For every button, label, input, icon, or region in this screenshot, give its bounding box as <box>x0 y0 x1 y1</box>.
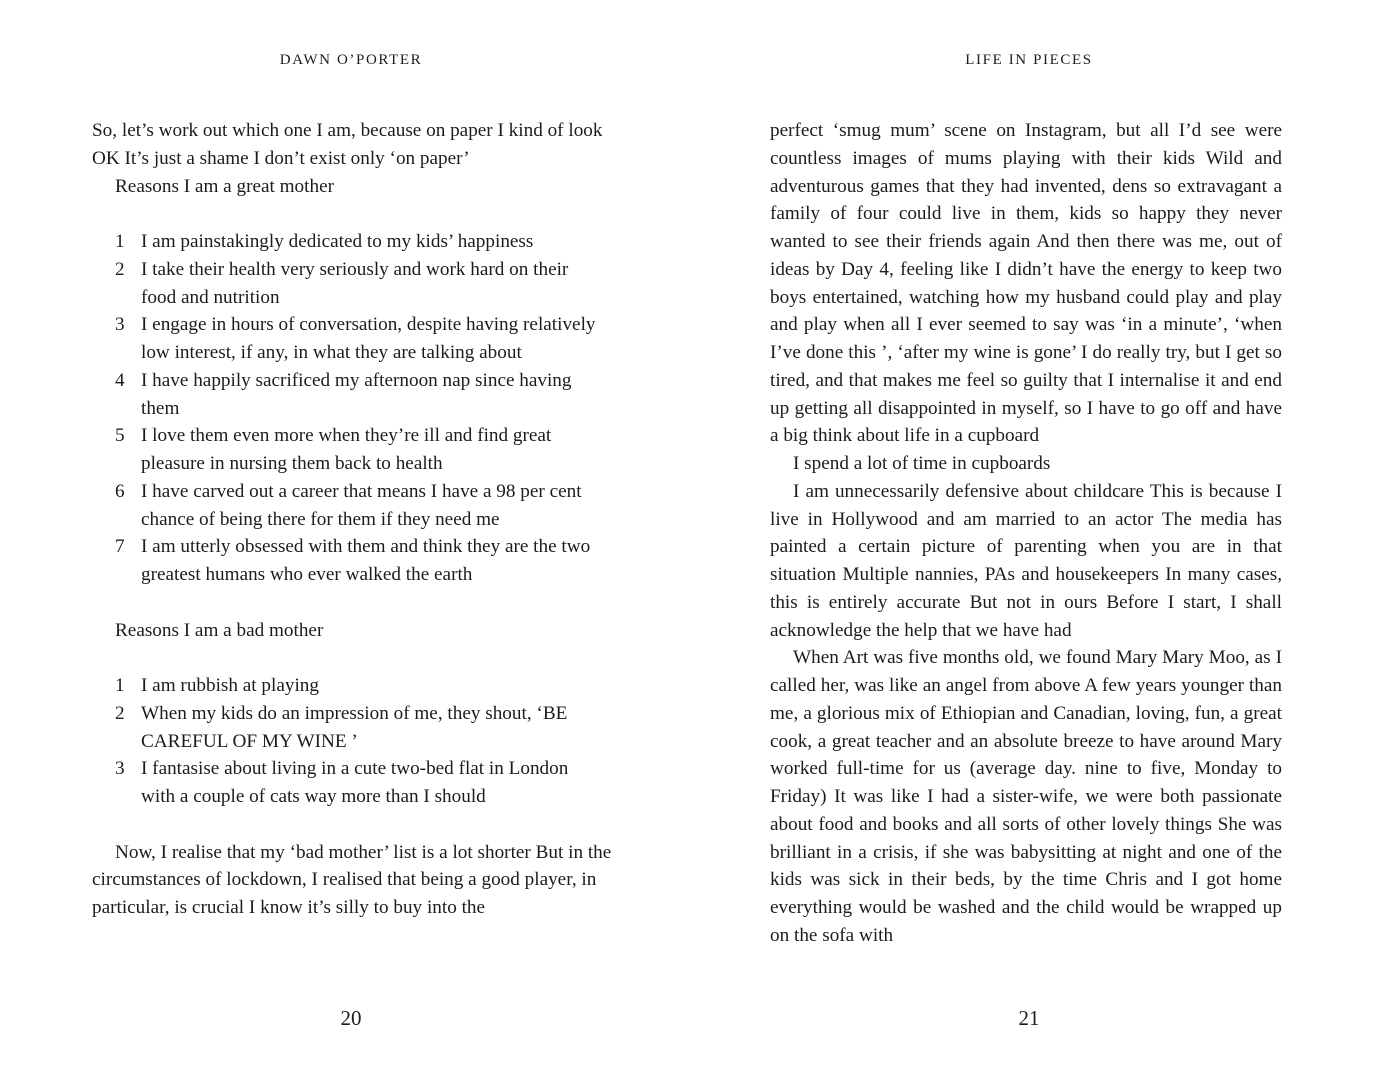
spacer <box>92 200 612 228</box>
spacer <box>92 589 612 617</box>
list-item <box>92 478 612 534</box>
list-number: 7 <box>115 536 125 558</box>
list-number: 3 <box>115 314 125 336</box>
list-item <box>92 700 612 756</box>
spacer <box>92 644 612 672</box>
running-head-author: DAWN O’PORTER <box>279 52 423 68</box>
list-heading-good: Reasons I am a great mother <box>115 175 334 197</box>
list-item <box>92 672 612 700</box>
list-number: 1 <box>115 231 125 252</box>
list-item <box>92 311 612 367</box>
list-item <box>92 367 612 423</box>
list-item-text: I fantasise about living in a cute two-bed flat in London with a couple of cats way more than I should <box>141 758 569 807</box>
spacer <box>92 811 612 839</box>
list-item-text: I am painstakingly dedicated to my kids’ happiness <box>141 231 534 252</box>
paragraph: perfect ‘smug mum’ scene on Instagram, but all I’d see were countless images of mums playing with their kids Wild and adventurous games that they had invented, dens so extravagant a family of four could live in them, kids so happy they never wanted to see their friends again And then there was me, out of ideas by Day 4, feeling like I didn’t have the energy to keep two boys entertained, watching how my husband could play and play and play when all I ever seemed to say was ‘in a minute’, ‘when I’ve done this ’, ‘after my wine is gone’ I do really try, but I get so tired, and that makes me feel so guilty that I internalise it and end up getting all disappointed in myself, so I have to go off and have a big think about life in a cupboard <box>770 120 1282 447</box>
list-item-text: I am rubbish at playing <box>141 675 319 696</box>
left-page <box>0 0 692 1080</box>
good-mother-list <box>92 228 612 589</box>
left-page-body <box>92 117 612 922</box>
paragraph: I am unnecessarily defensive about childcare This is because I live in Hollywood and am married to an actor The media has painted a certain picture of parenting when you are in that situation Multiple nannies, PAs and housekeepers In many cases, this is entirely accurate But not in ours Before I start, I shall acknowledge the help that we have had <box>770 480 1282 641</box>
list-item <box>92 422 612 478</box>
list-heading-bad: Reasons I am a bad mother <box>115 619 324 641</box>
list-number: 1 <box>115 675 125 696</box>
page-number: 21 <box>1018 1006 1040 1030</box>
list-item-text: I have happily sacrificed my afternoon nap since having them <box>141 369 572 419</box>
list-item-text: I am utterly obsessed with them and think they are the two greatest humans who ever walked the earth <box>141 536 591 585</box>
list-item-text: I have carved out a career that means I have a 98 per cent chance of being there for them if they need me <box>141 480 582 530</box>
list-item <box>92 755 612 811</box>
list-item <box>92 533 612 589</box>
list-item <box>92 228 612 256</box>
list-number: 4 <box>115 369 125 391</box>
paragraph: Now, I realise that my ‘bad mother’ list is a lot shorter But in the circumstances of lockdown, I realised that being a good player, in particular, is crucial I know it’s silly to buy into the <box>92 841 612 918</box>
running-head-title: LIFE IN PIECES <box>965 52 1093 68</box>
list-number: 2 <box>115 258 125 280</box>
list-number: 6 <box>115 480 125 502</box>
list-item-text: I love them even more when they’re ill and find great pleasure in nursing them back to health <box>141 425 552 474</box>
paragraph: I spend a lot of time in cupboards <box>793 453 1051 474</box>
list-item-text: When my kids do an impression of me, they shout, ‘BE CAREFUL OF MY WINE ’ <box>141 702 568 752</box>
list-item-text: I take their health very seriously and work hard on their food and nutrition <box>141 258 569 308</box>
paragraph: So, let’s work out which one I am, because on paper I kind of look OK It’s just a shame I don’t exist only ‘on paper’ <box>92 120 603 169</box>
list-item-text: I engage in hours of conversation, despite having relatively low interest, if any, in what they are talking about <box>141 314 596 363</box>
list-item <box>92 256 612 312</box>
list-number: 3 <box>115 758 125 780</box>
right-page-body <box>770 117 1282 950</box>
bad-mother-list <box>92 672 612 811</box>
list-number: 2 <box>115 702 125 724</box>
right-page <box>692 0 1385 1080</box>
list-number: 5 <box>115 425 125 447</box>
page-number: 20 <box>340 1006 362 1030</box>
paragraph: When Art was five months old, we found Mary Mary Moo, as I called her, was like an angel from above A few years younger than me, a glorious mix of Ethiopian and Canadian, loving, fun, a great cook, a great teacher and an absolute breeze to have around Mary worked full-time for us (average day. nine to five, Monday to Friday) It was like I had a sister-wife, we were both passionate about food and books and all sorts of other lovely things She was brilliant in a crisis, if she was babysitting at night and one of the kids was sick in their beds, by the time Chris and I got home everything would be washed and the child would be wrapped up on the sofa with <box>770 647 1282 946</box>
